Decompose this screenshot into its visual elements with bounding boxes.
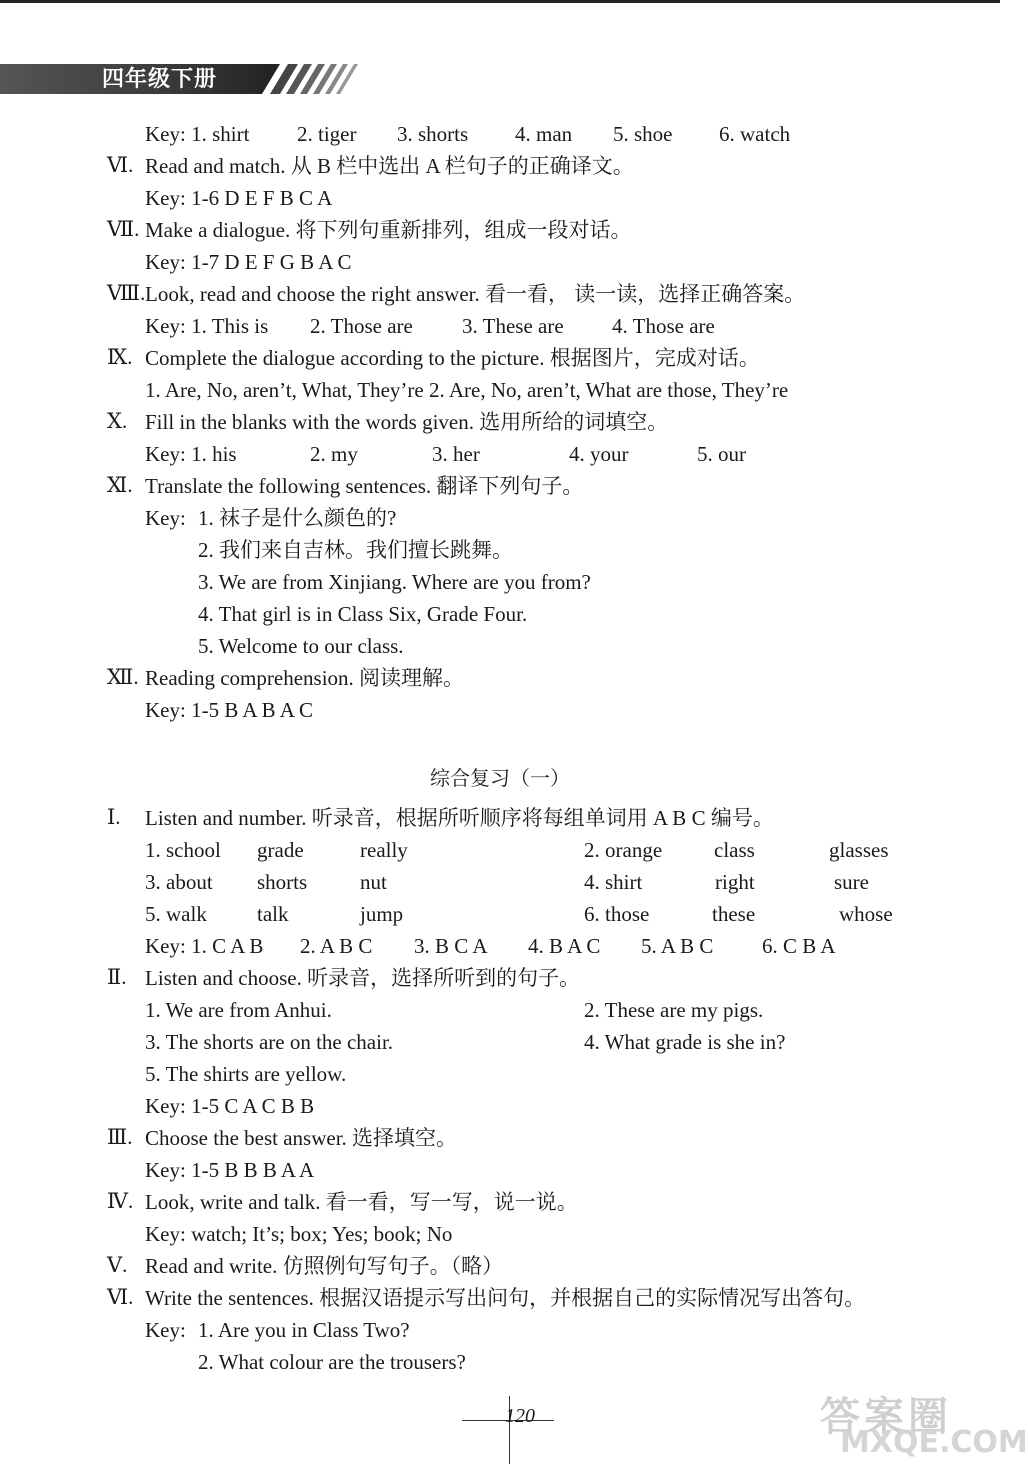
key-item: 1. Are you in Class Two?: [198, 1318, 410, 1342]
key-item: 1. 袜子是什么颜色的?: [198, 506, 397, 530]
key-item: 5. Welcome to our class.: [198, 634, 404, 658]
key-item: 5. our: [697, 442, 746, 466]
word-cell: class: [714, 838, 755, 862]
section-key: Key: 1-5 C A C B B: [145, 1094, 315, 1118]
word-cell: 2. orange: [584, 838, 663, 862]
section-numeral: Ⅵ.: [107, 1285, 134, 1309]
word-cell: whose: [839, 902, 893, 926]
key-item: 4. That girl is in Class Six, Grade Four.: [198, 602, 528, 626]
key-item: 2. Those are: [310, 314, 413, 338]
key-item: 3. B C A: [414, 934, 488, 958]
section-numeral: Ⅷ.: [107, 281, 146, 305]
review-title: 综合复习（一）: [430, 766, 570, 790]
page-number: 120: [505, 1405, 535, 1427]
section-heading: Look, write and talk. 看一看，写一写，说一说。: [145, 1190, 578, 1214]
key-item: 3. her: [432, 442, 480, 466]
section-numeral: Ⅰ.: [107, 805, 121, 829]
word-cell: jump: [360, 902, 404, 926]
watermark-url: MXQE.COM: [840, 1425, 1028, 1460]
section-numeral: Ⅲ.: [107, 1125, 133, 1149]
section-numeral: Ⅺ.: [107, 473, 133, 497]
section-heading: Make a dialogue. 将下列句重新排列，组成一段对话。: [145, 218, 632, 242]
sentence-item: 5. The shirts are yellow.: [145, 1062, 347, 1086]
word-cell: 3. about: [145, 870, 213, 894]
section-key: Key: 1-5 B A B A C: [145, 698, 314, 722]
word-cell: glasses: [829, 838, 889, 862]
section-numeral: Ⅻ.: [107, 665, 139, 689]
word-cell: 6. those: [584, 902, 650, 926]
section-numeral: Ⅸ.: [107, 345, 133, 369]
key-item: 4. your: [569, 442, 629, 466]
top-key-4: 4. man: [515, 122, 573, 146]
section-heading: Translate the following sentences. 翻译下列句子。: [145, 474, 584, 498]
watermark-logo: 答案圈: [820, 1394, 952, 1440]
word-cell: grade: [257, 838, 304, 862]
key-item: 4. Those are: [612, 314, 715, 338]
top-key-2: 2. tiger: [297, 122, 357, 146]
grade-label: 四年级下册: [102, 67, 218, 92]
key-label: Key:: [145, 506, 186, 530]
key-item: Key: 1. C A B: [145, 934, 264, 958]
section-key: Key: 1-6 D E F B C A: [145, 186, 333, 210]
section-heading: Look, read and choose the right answer. 看一看， 读一读，选择正确答案。: [145, 282, 806, 306]
key-label: Key:: [145, 1318, 186, 1342]
section-key: Key: 1-7 D E F G B A C: [145, 250, 352, 274]
key-item: 2. 我们来自吉林。我们擅长跳舞。: [198, 538, 513, 562]
key-item: 5. A B C: [641, 934, 714, 958]
section-numeral: Ⅵ.: [107, 153, 134, 177]
word-cell: really: [360, 838, 408, 862]
key-item: 6. C B A: [762, 934, 836, 958]
section-key: 1. Are, No, aren’t, What, They’re 2. Are, No, aren’t, What are those, They’re: [145, 378, 789, 402]
sentence-item: 4. What grade is she in?: [584, 1030, 786, 1054]
section-heading: Write the sentences. 根据汉语提示写出问句，并根据自己的实际情况写出答句。: [145, 1286, 866, 1310]
section-numeral: Ⅴ.: [107, 1253, 128, 1277]
section-heading: Listen and number. 听录音，根据所听顺序将每组单词用 A B C 编号。: [145, 806, 774, 830]
key-item: 3. We are from Xinjiang. Where are you from?: [198, 570, 591, 594]
sentence-item: 3. The shorts are on the chair.: [145, 1030, 394, 1054]
section-numeral: Ⅶ.: [107, 217, 140, 241]
top-key-5: 5. shoe: [613, 122, 673, 146]
word-cell: shorts: [257, 870, 308, 894]
word-cell: 1. school: [145, 838, 221, 862]
section-key: Key: watch; It’s; box; Yes; book; No: [145, 1222, 453, 1246]
top-key-6: 6. watch: [719, 122, 791, 146]
key-item: 2. What colour are the trousers?: [198, 1350, 466, 1374]
sentence-item: 1. We are from Anhui.: [145, 998, 332, 1022]
section-key: Key: 1-5 B B B A A: [145, 1158, 315, 1182]
section-heading: Choose the best answer. 选择填空。: [145, 1126, 458, 1150]
section-heading: Fill in the blanks with the words given. 选用所给的词填空。: [145, 410, 669, 434]
key-item: 2. my: [310, 442, 358, 466]
word-cell: nut: [360, 870, 387, 894]
section-numeral: Ⅳ.: [107, 1189, 134, 1213]
top-key-1: Key: 1. shirt: [145, 122, 250, 146]
word-cell: sure: [834, 870, 869, 894]
word-cell: these: [712, 902, 756, 926]
section-heading: Reading comprehension. 阅读理解。: [145, 666, 465, 690]
key-item: 3. These are: [462, 314, 564, 338]
key-item: 4. B A C: [528, 934, 601, 958]
section-heading: Listen and choose. 听录音，选择所听到的句子。: [145, 966, 581, 990]
section-numeral: Ⅱ.: [107, 965, 127, 989]
watermark: [820, 1385, 1028, 1460]
section-heading: Read and match. 从 B 栏中选出 A 栏句子的正确译文。: [145, 154, 634, 178]
sentence-item: 2. These are my pigs.: [584, 998, 764, 1022]
section-heading: Read and write. 仿照例句写句子。（略）: [145, 1254, 504, 1278]
section-numeral: Ⅹ.: [107, 409, 128, 433]
word-cell: right: [715, 870, 755, 894]
word-cell: 5. walk: [145, 902, 207, 926]
word-cell: 4. shirt: [584, 870, 643, 894]
key-item: Key: 1. his: [145, 442, 237, 466]
key-item: Key: 1. This is: [145, 314, 269, 338]
grade-banner: [0, 60, 360, 96]
key-item: 2. A B C: [300, 934, 373, 958]
top-rule: [0, 0, 1000, 3]
word-cell: talk: [257, 902, 289, 926]
section-heading: Complete the dialogue according to the picture. 根据图片，完成对话。: [145, 346, 760, 370]
top-key-3: 3. shorts: [397, 122, 469, 146]
